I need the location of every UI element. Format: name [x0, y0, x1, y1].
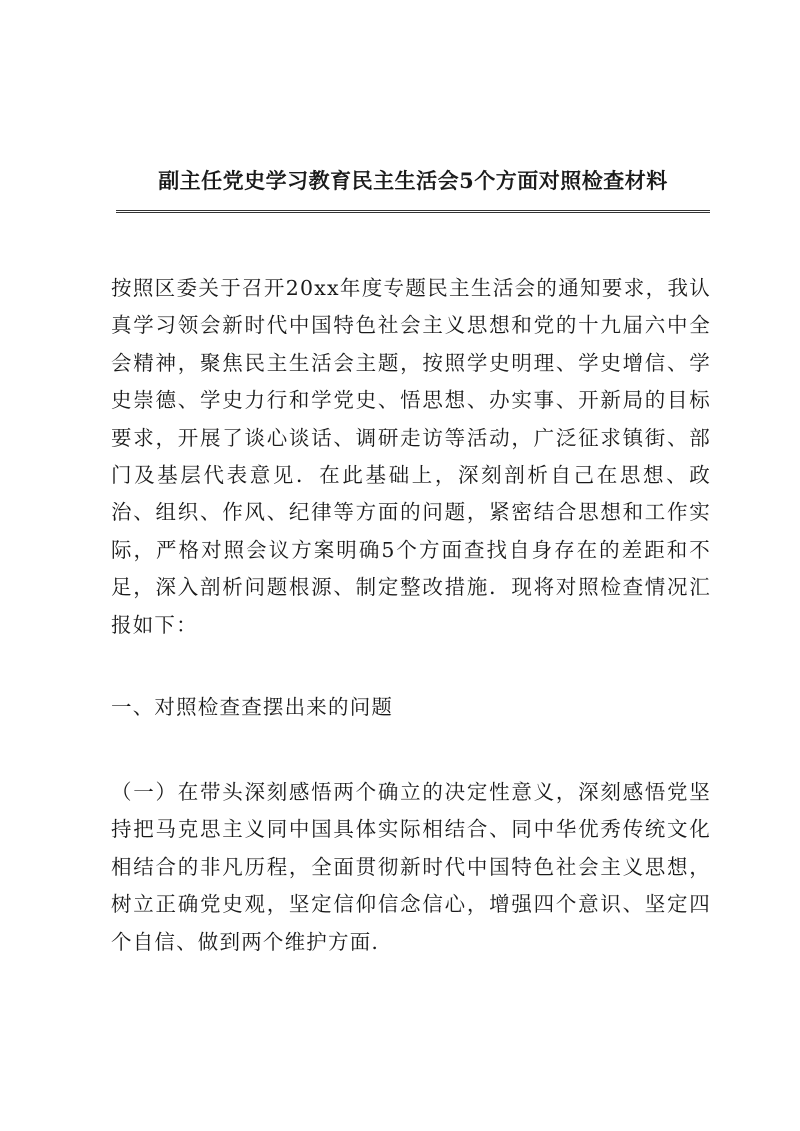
- title-underline: [116, 210, 710, 213]
- section-heading: 一、对照检查查摆出来的问题: [111, 695, 394, 719]
- document-title: 副主任党史学习教育民主生活会5个方面对照检查材料: [158, 168, 668, 193]
- intro-paragraph: 按照区委关于召开20xx年度专题民主生活会的通知要求，我认真学习领会新时代中国特色社会主义思想和党的十九届六中全会精神，聚焦民主生活会主题，按照学史明理、学史增信、学史崇德、学史力行和学党史、悟思想、办实事、开新局的目标要求，开展了谈心谈话、调研走访等活动，广泛征求镇街、部门及基层代表意见．在此基础上，深刻剖析自己在思想、政治、组织、作风、纪律等方面的问题，紧密结合思想和工作实际，严格对照会议方案明确5个方面查找自身存在的差距和不足，深入剖析问题根源、制定整改措施．现将对照检查情况汇报如下：: [111, 276, 711, 637]
- subsection-paragraph: （一）在带头深刻感悟两个确立的决定性意义，深刻感悟党坚持把马克思主义同中国具体实际相结合、同中华优秀传统文化相结合的非凡历程，全面贯彻新时代中国特色社会主义思想，树立正确党史观，坚定信仰信念信心，增强四个意识、坚定四个自信、做到两个维护方面.: [111, 780, 711, 954]
